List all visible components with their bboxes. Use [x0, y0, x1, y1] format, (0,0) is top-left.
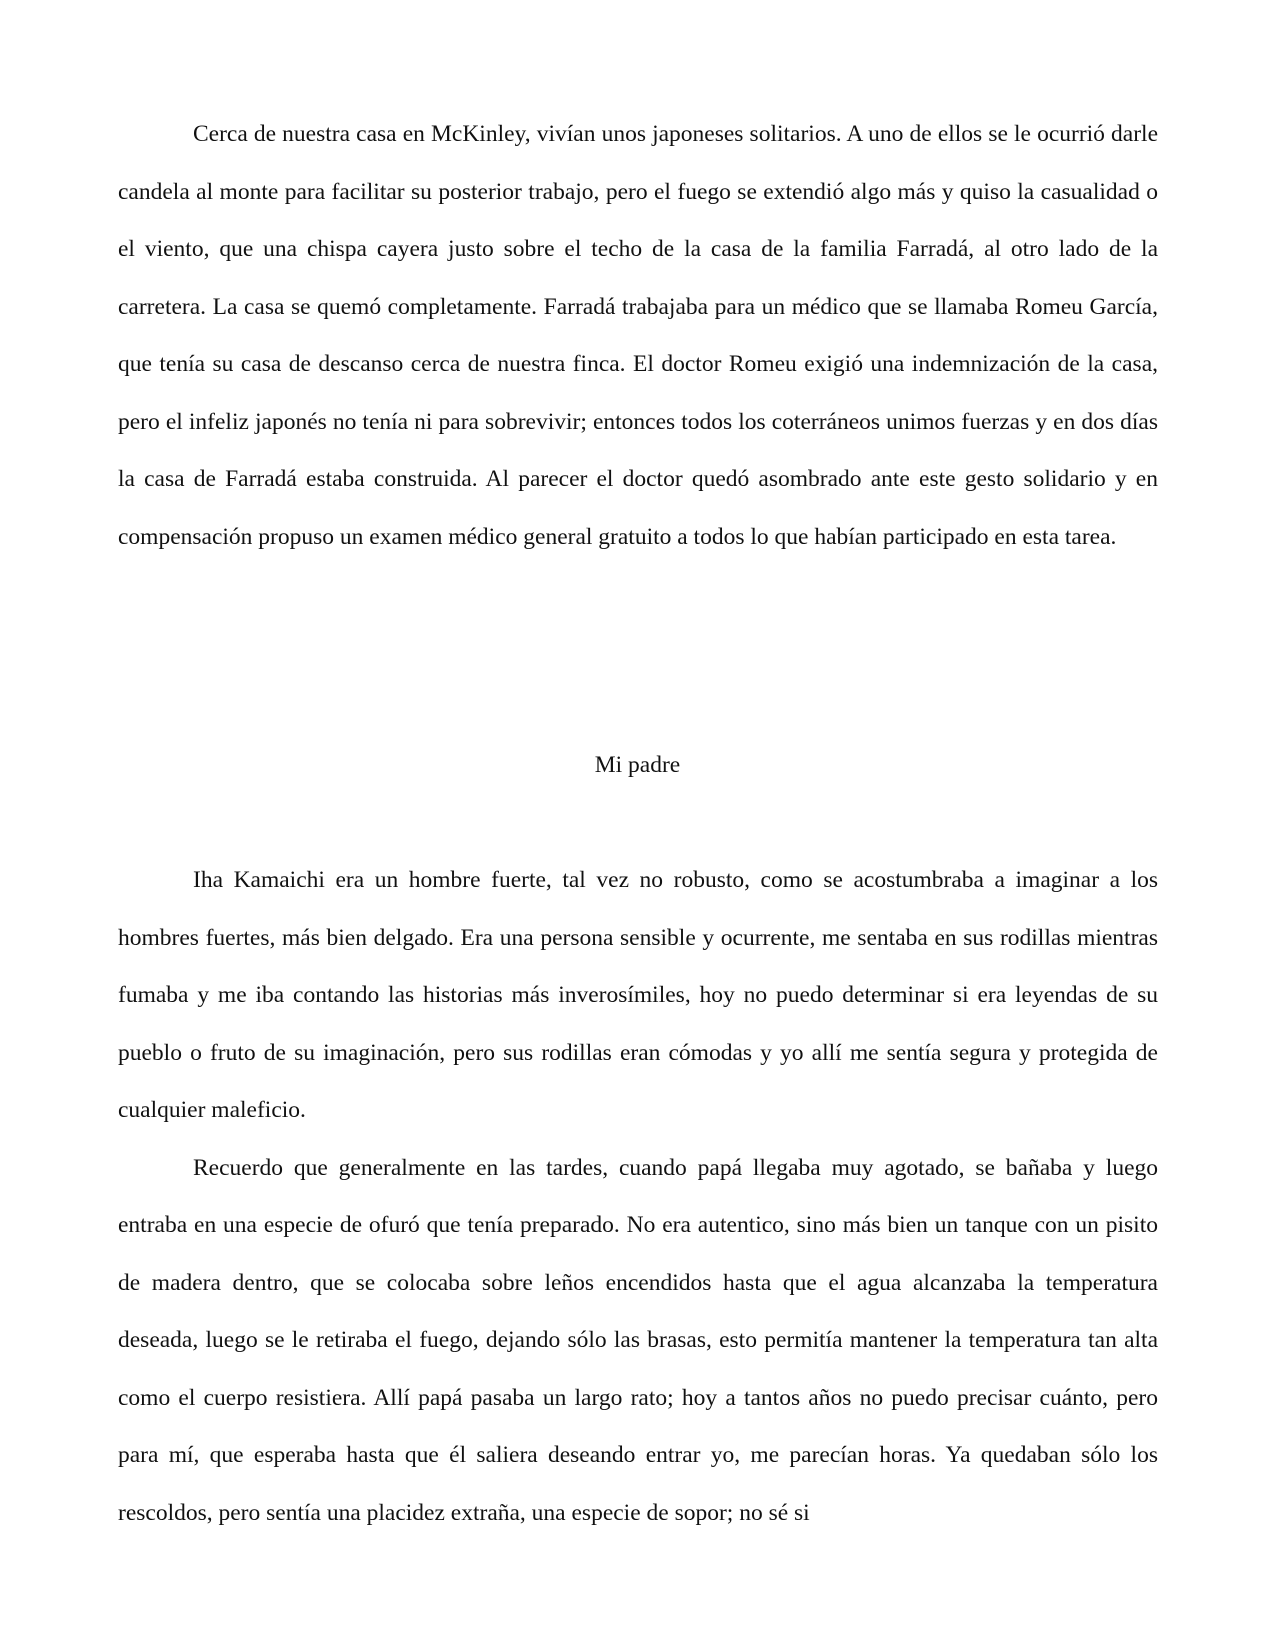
paragraph-mckinley-fire: Cerca de nuestra casa en McKinley, vivían unos japoneses solitarios. A uno de ellos se le ocurrió darle candela al monte para facilitar su posterior trabajo, pero el fuego se extendió algo más y quiso la casualidad o el viento, que una chispa cayera justo sobre el techo de la casa de la familia Farradá, al otro lado de la carretera. La casa se quemó completamente. Farradá trabajaba para un médico que se llamaba Romeu García, que tenía su casa de descanso cerca de nuestra finca. El doctor Romeu exigió una indemnización de la casa, pero el infeliz japonés no tenía ni para sobrevivir; entonces todos los coterráneos unimos fuerzas y en dos días la casa de Farradá estaba construida. Al parecer el doctor quedó asombrado ante este gesto solidario y en compensación propuso un examen médico general gratuito a todos lo que habían participado en esta tarea.: [118, 121, 1158, 550]
text-block-top: [118, 106, 1158, 566]
section-heading: Mi padre: [594, 752, 681, 778]
paragraph-iha-kamaichi: Iha Kamaichi era un hombre fuerte, tal vez no robusto, como se acostumbraba a imaginar a los hombres fuertes, más bien delgado. Era una persona sensible y ocurrente, me sentaba en sus rodillas mientras fumaba y me iba contando las historias más inverosímiles, hoy no puedo determinar si era leyendas de su pueblo o fruto de su imaginación, pero sus rodillas eran cómodas y yo allí me sentía segura y protegida de cualquier maleficio.: [118, 867, 1158, 1123]
text-block-bottom: [118, 852, 1158, 1542]
paragraph-ofuro: Recuerdo que generalmente en las tardes, cuando papá llegaba muy agotado, se bañaba y luego entraba en una especie de ofuró que tenía preparado. No era autentico, sino más bien un tanque con un pisito de madera dentro, que se colocaba sobre leños encendidos hasta que el agua alcanzaba la temperatura deseada, luego se le retiraba el fuego, dejando sólo las brasas, esto permitía mantener la temperatura tan alta como el cuerpo resistiera. Allí papá pasaba un largo rato; hoy a tantos años no puedo precisar cuánto, pero para mí, que esperaba hasta que él saliera deseando entrar yo, me parecían horas. Ya quedaban sólo los rescoldos, pero sentía una placidez extraña, una especie de sopor; no sé si: [118, 1154, 1158, 1526]
